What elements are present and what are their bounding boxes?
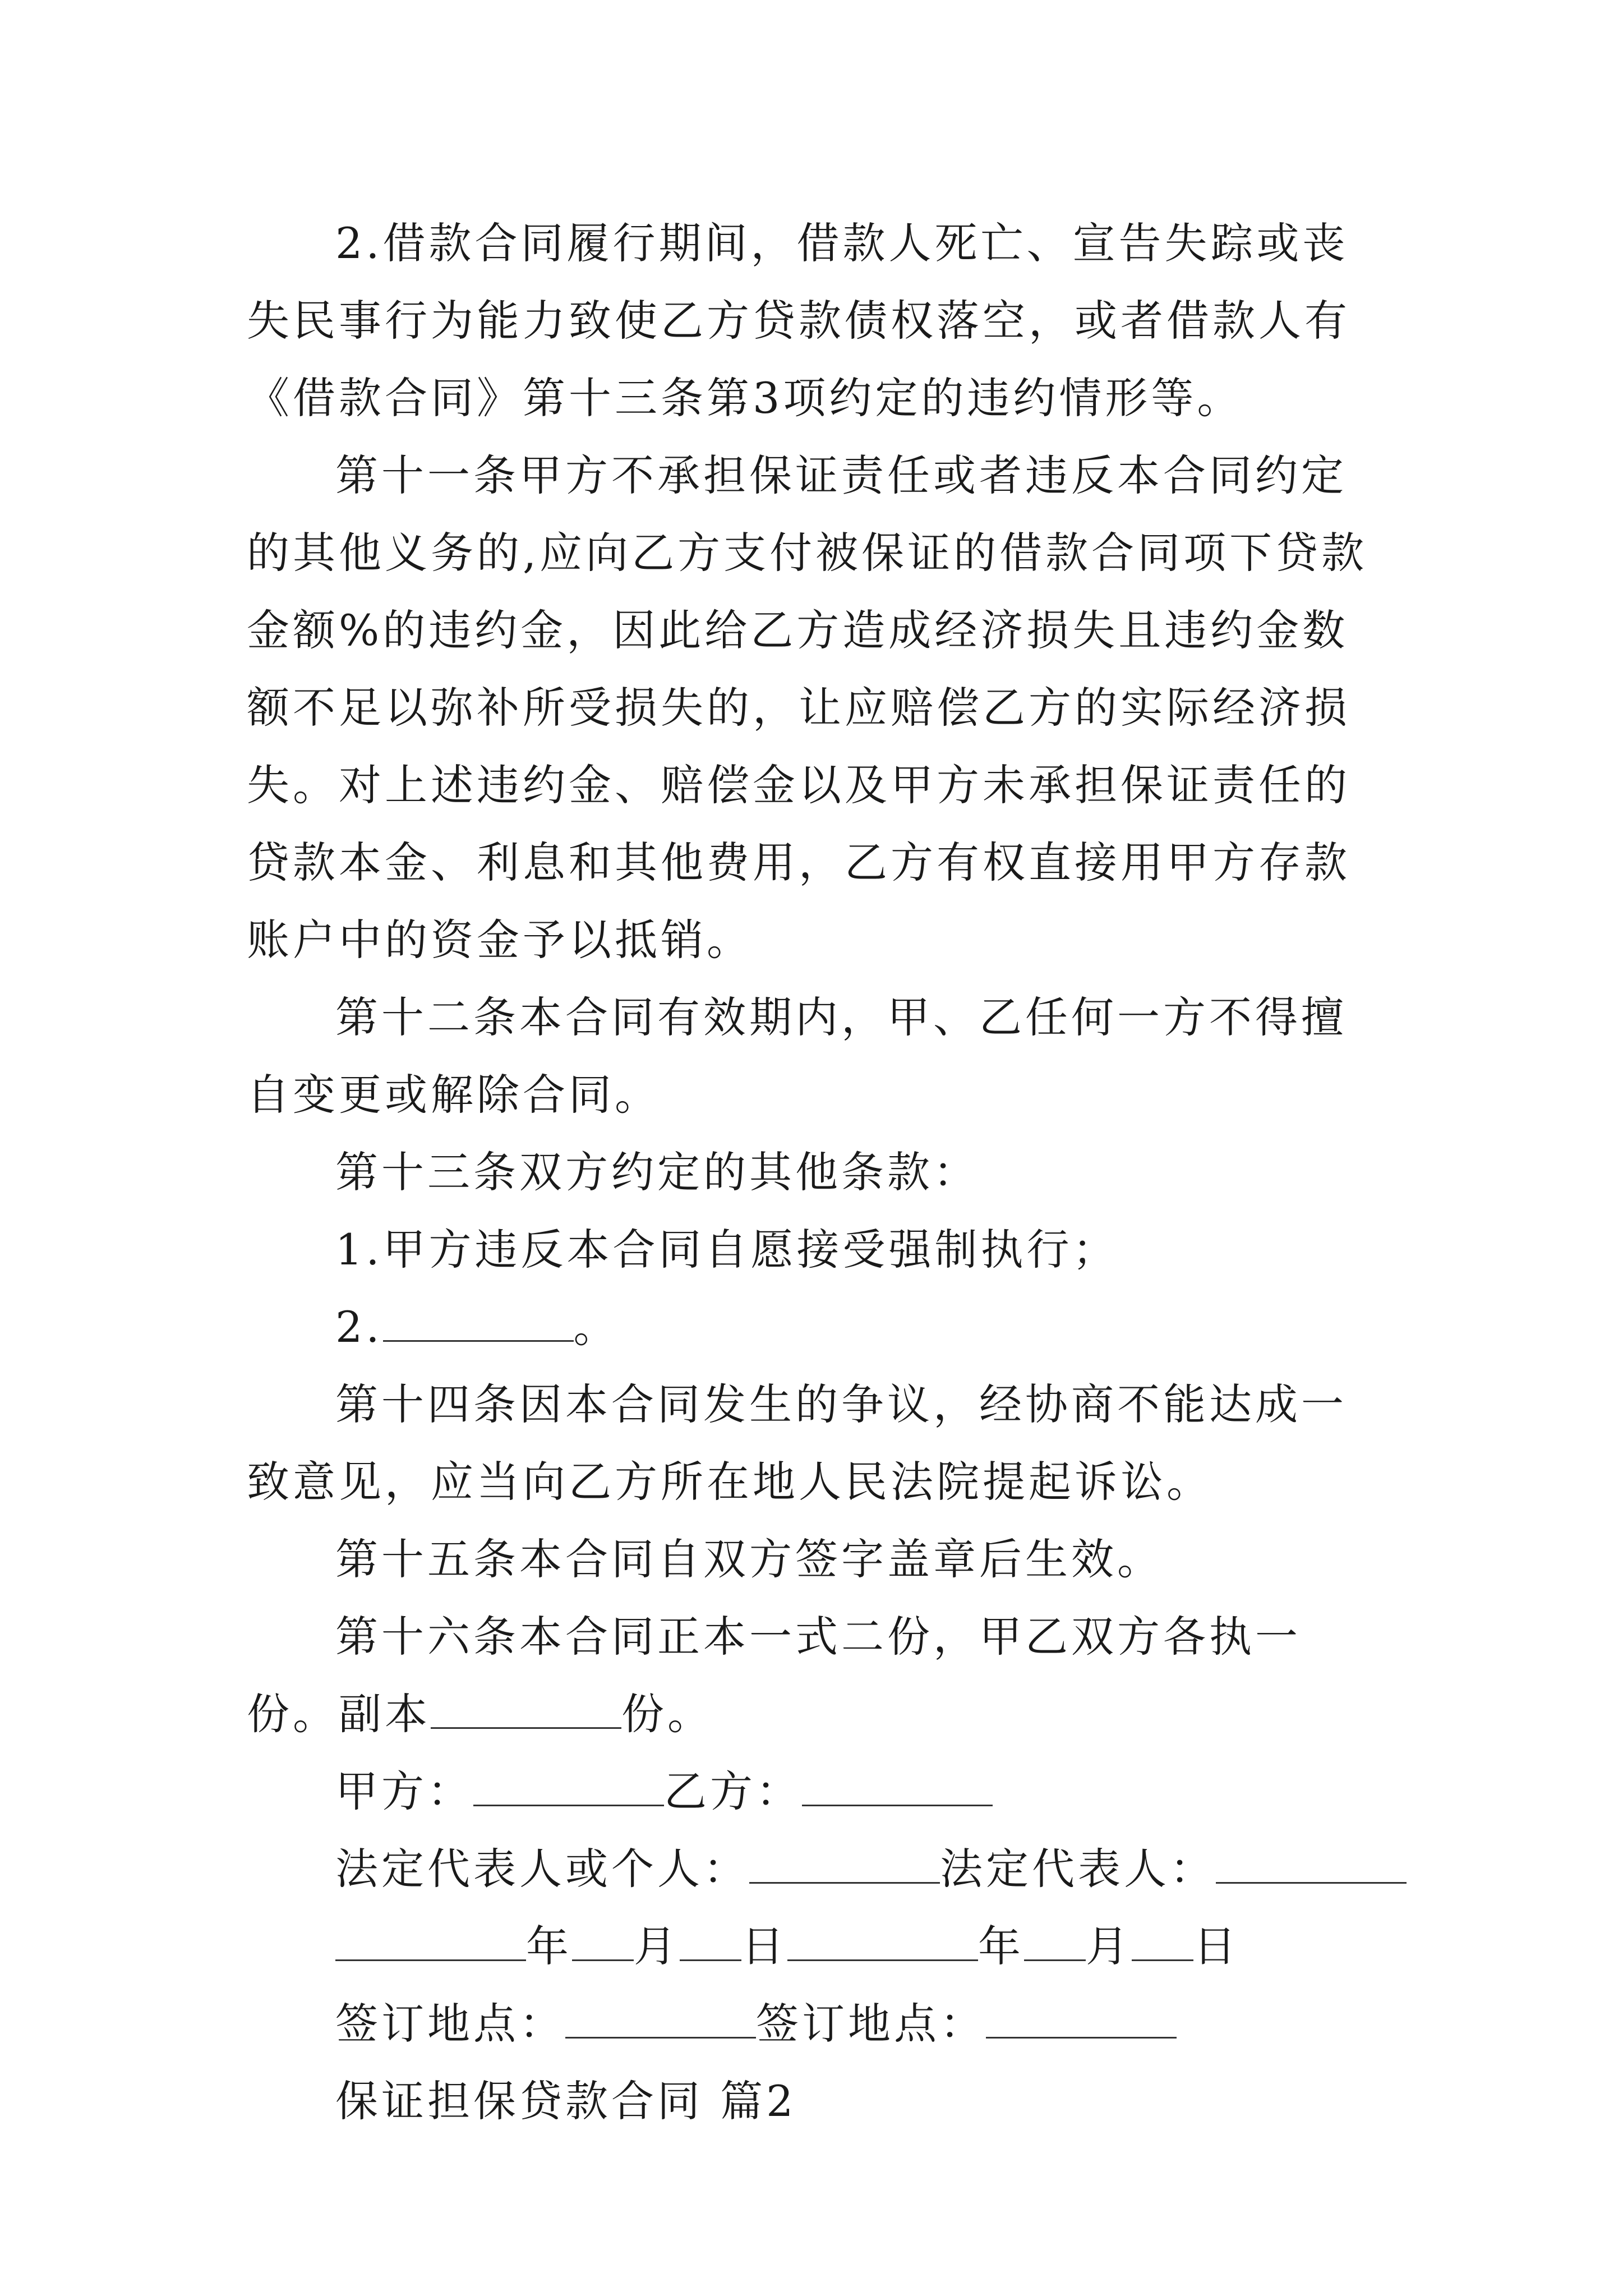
paragraph-article-13-item-1: 1.甲方违反本合同自愿接受强制执行； [335, 1225, 1119, 1274]
article-16-text: 第十六条本合同正本一式二份，甲乙双方各执一份。副本 [247, 1612, 1301, 1739]
day-b-blank [1132, 1918, 1193, 1961]
signature-representatives-line [247, 1830, 1391, 1908]
party-a-label: 甲方： [335, 1766, 473, 1816]
copies-blank [431, 1686, 621, 1729]
year-b-blank [787, 1918, 978, 1961]
paragraph-borrower-default: 2.借款合同履行期间，借款人死亡、宣告失踪或丧失民事行为能力致使乙方贷款债权落空，或者借款人有《借款合同》第十三条第3项约定的违约情形等。 [247, 218, 1350, 423]
signature-place-line [247, 1985, 1391, 2063]
year-b-label: 年 [978, 1921, 1024, 1971]
place-b-blank [986, 1995, 1177, 2039]
rep-a-blank [749, 1841, 940, 1884]
year-a-blank [335, 1918, 526, 1961]
rep-a-label: 法定代表人或个人： [335, 1844, 749, 1894]
signature-dates-line [247, 1908, 1391, 1985]
paragraph-article-13: 第十三条双方约定的其他条款： [335, 1147, 979, 1197]
paragraph-article-16 [247, 1598, 1391, 1753]
document-body [247, 205, 1391, 2140]
rep-b-label: 法定代表人： [940, 1844, 1216, 1894]
month-a-label: 月 [634, 1921, 680, 1971]
party-b-label: 乙方： [664, 1766, 802, 1816]
next-section-title: 保证担保贷款合同 篇2 [335, 2076, 797, 2126]
paragraph-article-12: 第十二条本合同有效期内，甲、乙任何一方不得擅自变更或解除合同。 [247, 992, 1347, 1120]
month-b-blank [1024, 1918, 1086, 1961]
party-b-blank [802, 1763, 993, 1806]
signature-parties-line [247, 1753, 1391, 1830]
place-a-label: 签订地点： [335, 1999, 565, 2049]
day-a-blank [680, 1918, 741, 1961]
paragraph-article-14: 第十四条因本合同发生的争议，经协商不能达成一致意见，应当向乙方所在地人民法院提起诉讼。 [247, 1379, 1347, 1507]
paragraph-article-11: 第十一条甲方不承担保证责任或者违反本合同约定的其他义务的,应向乙方支付被保证的借款合同项下贷款金额%的违约金，因此给乙方造成经济损失且违约金数额不足以弥补所受损失的，让应赔偿乙方的实际经济损失。对上述违约金、赔偿金以及甲方未承担保证责任的贷款本金、利息和其他费用，乙方有权直接用甲方存款账户中的资金予以抵销。 [247, 450, 1368, 965]
item-2-suffix: 。 [573, 1302, 620, 1352]
item-2-prefix: 2. [335, 1302, 383, 1352]
month-b-label: 月 [1086, 1921, 1132, 1971]
item-2-blank [383, 1299, 574, 1342]
article-16-suffix: 份。 [621, 1689, 713, 1739]
year-a-label: 年 [526, 1921, 572, 1971]
place-a-blank [565, 1995, 756, 2039]
day-b-label: 日 [1193, 1921, 1239, 1971]
day-a-label: 日 [741, 1921, 787, 1971]
rep-b-blank [1216, 1841, 1407, 1884]
paragraph-article-13-item-2 [247, 1289, 1391, 1366]
party-a-blank [473, 1763, 664, 1806]
paragraph-article-15: 第十五条本合同自双方签字盖章后生效。 [335, 1534, 1163, 1584]
place-b-label: 签订地点： [756, 1999, 986, 2049]
month-a-blank [572, 1918, 634, 1961]
